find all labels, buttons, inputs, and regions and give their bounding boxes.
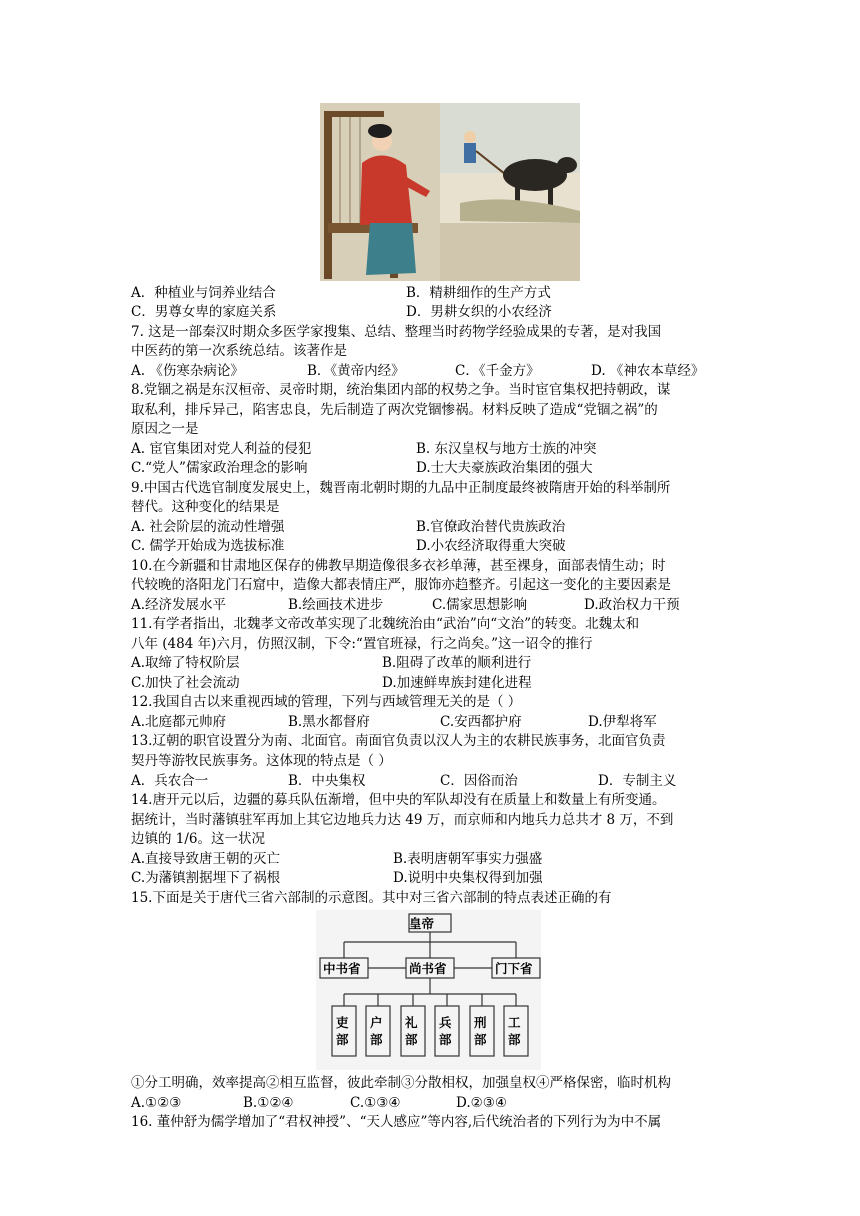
q13-stem-line1: 13.辽朝的职官设置分为南、北面官。南面官负责以汉人为主的农耕民族事务，北面官负责 bbox=[131, 733, 666, 749]
diagram-ministry-hu: 户部 bbox=[370, 1015, 383, 1047]
q13-option-a: A．兵农合一 bbox=[131, 773, 209, 789]
q8-stem-line1: 8.党锢之祸是东汉桓帝、灵帝时期，统治集团内部的权势之争。当时宦官集权把持朝政，谋 bbox=[131, 382, 671, 398]
q11-option-d: D.加速鲜卑族封建化进程 bbox=[382, 675, 532, 691]
q7-option-a: A. 《伤寒杂病论》 bbox=[131, 363, 244, 379]
q15-stem: 15.下面是关于唐代三省六部制的示意图。其中对三省六部制的特点表述正确的有 bbox=[131, 890, 612, 906]
q10-stem-line1: 10.在今新疆和甘肃地区保存的佛教早期造像很多衣衫单薄，甚至裸身，面部表情生动；时 bbox=[131, 558, 666, 574]
q15-option-c: C.①③④ bbox=[350, 1095, 401, 1111]
q6-option-a: A．种植业与饲养业结合 bbox=[131, 285, 276, 301]
q6-options-row1 bbox=[131, 283, 276, 303]
q9-stem-line1: 9.中国古代选官制度发展史上，魏晋南北朝时期的九品中正制度最终被隋唐开始的科举制所 bbox=[131, 480, 671, 496]
q9-stem-line2: 替代。这种变化的结果是 bbox=[131, 499, 280, 515]
q15-option-b: B.①②④ bbox=[243, 1095, 294, 1111]
q13-option-c: C．因俗而治 bbox=[440, 773, 518, 789]
q9-option-d: D.小农经济取得重大突破 bbox=[416, 538, 566, 554]
q13-option-b: B．中央集权 bbox=[288, 773, 366, 789]
q9-option-b: B.官僚政治替代贵族政治 bbox=[416, 519, 566, 535]
q7-option-c: C．《千金方》 bbox=[455, 363, 540, 379]
q15-option-d: D.②③④ bbox=[456, 1095, 507, 1111]
q10-stem-line2: 代较晚的洛阳龙门石窟中，造像大都表情庄严，服饰亦趋整齐。引起这一变化的主要因素是 bbox=[131, 577, 671, 593]
q9-option-a: A. 社会阶层的流动性增强 bbox=[131, 519, 285, 535]
diagram-zhongshu-label: 中书省 bbox=[323, 961, 361, 976]
diagram-ministry-xing: 刑部 bbox=[474, 1015, 487, 1047]
q14-stem-line1: 14.唐开元以后，边疆的募兵队伍渐增，但中央的军队却没有在质量上和数量上有所变通。 bbox=[131, 792, 666, 808]
diagram-ministry-li: 吏部 bbox=[336, 1015, 349, 1047]
q11-option-b: B.阻碍了改革的顺利进行 bbox=[382, 655, 532, 671]
q14-option-a: A.直接导致唐王朝的灭亡 bbox=[131, 851, 281, 867]
q8-option-a: A. 宦官集团对党人利益的侵犯 bbox=[131, 441, 312, 457]
diagram-ministry-gong: 工部 bbox=[508, 1015, 521, 1047]
q14-stem-line2: 据统计，当时藩镇驻军再加上其它边地兵力达 49 万，而京师和内地兵力总共才 8 万，不到 bbox=[131, 812, 674, 828]
q8-option-c: C.“党人”儒家政治理念的影响 bbox=[131, 460, 308, 476]
q12-option-d: D.伊犁将军 bbox=[588, 714, 657, 730]
q16-stem: 16. 董仲舒为儒学增加了“君权神授”、“天人感应”等内容,后代统治者的下列行为为中不属 bbox=[131, 1114, 662, 1130]
q12-option-a: A.北庭都元帅府 bbox=[131, 714, 227, 730]
q15-statements: ①分工明确，效率提高②相互监督，彼此牵制③分散相权，加强皇权④严格保密，临时机构 bbox=[131, 1075, 671, 1091]
q14-option-d: D.说明中央集权得到加强 bbox=[393, 870, 543, 886]
diagram-menxia-label: 门下省 bbox=[495, 961, 533, 976]
q10-option-c: C.儒家思想影响 bbox=[432, 597, 528, 613]
q10-option-a: A.经济发展水平 bbox=[131, 597, 227, 613]
q6-option-d: D．男耕女织的小农经济 bbox=[406, 304, 552, 320]
q14-option-c: C.为藩镇割据埋下了祸根 bbox=[131, 870, 281, 886]
q7-option-d: D. 《神农本草经》 bbox=[591, 363, 705, 379]
q8-stem-line2: 取私利，排斥异己，陷害忠良，先后制造了两次党锢惨祸。材料反映了造成“党锢之祸”的 bbox=[131, 402, 658, 418]
diagram-shangshu-label: 尚书省 bbox=[409, 961, 447, 976]
diagram-ministry-bing: 兵部 bbox=[439, 1015, 452, 1047]
q8-option-b: B. 东汉皇权与地方士族的冲突 bbox=[416, 441, 597, 457]
q13-stem-line2: 契丹等游牧民族事务。这体现的特点是（ ） bbox=[131, 753, 392, 769]
q10-option-d: D.政治权力干预 bbox=[584, 597, 680, 613]
q11-option-a: A.取缔了特权阶层 bbox=[131, 655, 240, 671]
q6-option-c: C．男尊女卑的家庭关系 bbox=[131, 304, 277, 320]
q13-option-d: D．专制主义 bbox=[598, 773, 677, 789]
q11-option-c: C.加快了社会流动 bbox=[131, 675, 240, 691]
weaving-and-plowing-painting bbox=[320, 103, 580, 281]
q7-stem-line1: 7. 这是一部秦汉时期众多医学家搜集、总结、整理当时药物学经验成果的专著，是对我国 bbox=[131, 324, 662, 340]
q10-option-b: B.绘画技术进步 bbox=[288, 597, 384, 613]
q11-stem-line2: 八年 (484 年)六月，仿照汉制，下令:“置官班禄，行之尚矣。”这一诏令的推行 bbox=[131, 636, 593, 652]
q8-stem-line3: 原因之一是 bbox=[131, 421, 199, 437]
q11-stem-line1: 11.有学者指出，北魏孝文帝改革实现了北魏统治由“武治”向“文治”的转变。北魏太和 bbox=[131, 616, 640, 632]
q12-stem: 12.我国自古以来重视西域的管理，下列与西域管理无关的是（ ） bbox=[131, 694, 522, 710]
q14-stem-line3: 边镇的 1/6。这一状况 bbox=[131, 831, 266, 847]
q6-option-b: B．精耕细作的生产方式 bbox=[406, 285, 551, 301]
diagram-ministry-li2: 礼部 bbox=[405, 1015, 418, 1047]
q14-option-b: B.表明唐朝军事实力强盛 bbox=[393, 851, 543, 867]
q7-option-b: B．《黄帝内经》 bbox=[307, 363, 405, 379]
q12-option-b: B.黑水都督府 bbox=[288, 714, 370, 730]
diagram-emperor-label: 皇帝 bbox=[409, 916, 435, 931]
q9-option-c: C. 儒学开始成为选拔标准 bbox=[131, 538, 285, 554]
q8-option-d: D.士大夫豪族政治集团的强大 bbox=[416, 460, 593, 476]
q12-option-c: C.安西都护府 bbox=[440, 714, 522, 730]
q15-option-a: A.①②③ bbox=[131, 1095, 182, 1111]
q7-stem-line2: 中医药的第一次系统总结。该著作是 bbox=[131, 343, 347, 359]
